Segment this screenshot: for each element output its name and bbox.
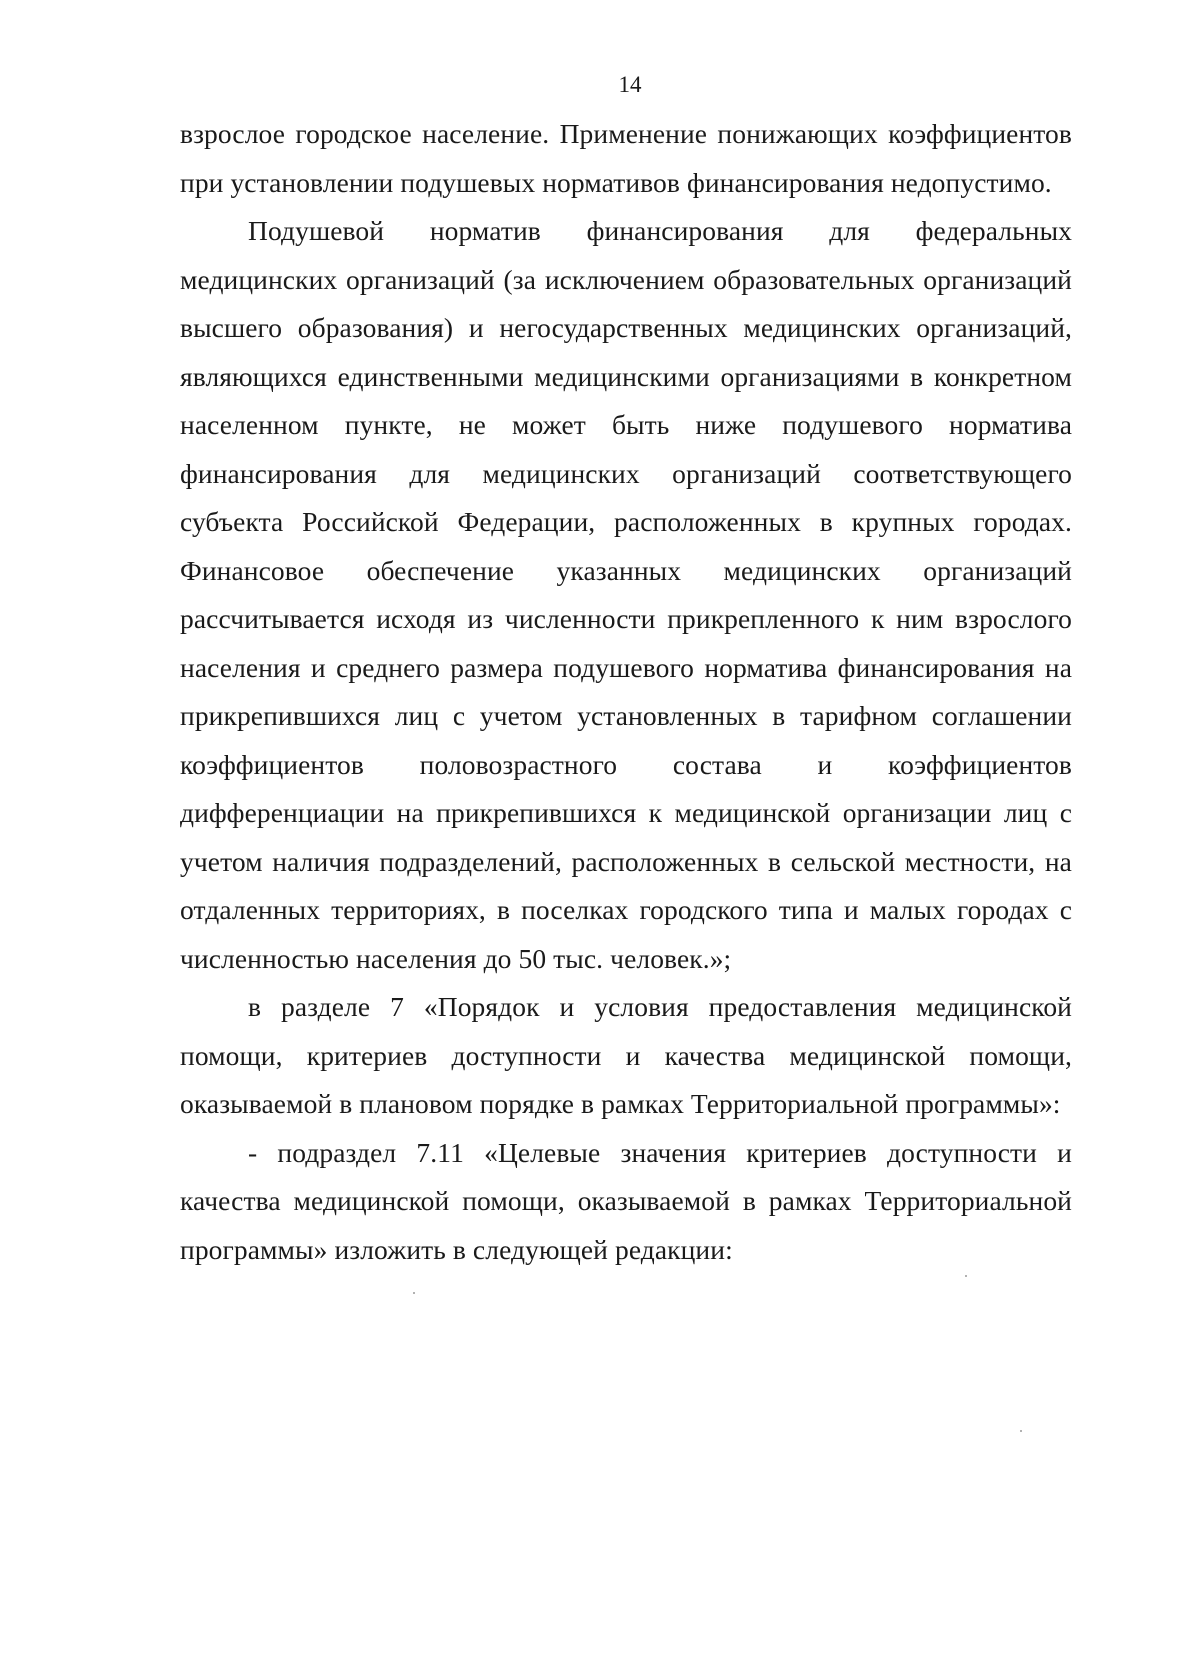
- scan-speck: [965, 1275, 967, 1277]
- paragraph-section-7: в разделе 7 «Порядок и условия предоставления медицинской помощи, критериев доступности и качества медицинской помощи, оказываемой в плановом порядке в рамках Территориальной программы»:: [180, 991, 1072, 1119]
- document-body: [180, 110, 1072, 1274]
- scan-speck: [1020, 1430, 1022, 1432]
- paragraph-subsection-7-11: - подраздел 7.11 «Целевые значения критериев доступности и качества медицинской помощи, оказываемой в рамках Территориальной программы» изложить в следующей редакции:: [180, 1136, 1072, 1265]
- scan-speck: [413, 1292, 415, 1294]
- page-number: 14: [618, 72, 642, 97]
- paragraph-per-capita-standard: Подушевой норматив финансирования для федеральных медицинских организаций (за исключением образовательных организаций высшего образования) и негосударственных медицинских организаций, являющихся единственными медицинскими организациями в конкретном населенном пункте, не может быть ниже подушевого норматива финансирования для медицинских организаций соответствующего субъекта Российской Федерации, расположенных в крупных городах. Финансовое обеспечение указанных медицинских организаций рассчитывается исходя из численности прикрепленного к ним взрослого населения и среднего размера подушевого норматива финансирования на прикрепившихся лиц с учетом установленных в тарифном соглашении коэффициентов половозрастного состава и коэффициентов дифференциации на прикрепившихся к медицинской организации лиц с учетом наличия подразделений, расположенных в сельской местности, на отдаленных территориях, в поселках городского типа и малых городах с численностью населения до 50 тыс. человек.»;: [180, 215, 1072, 974]
- paragraph-continuation: взрослое городское население. Применение понижающих коэффициентов при установлении подушевых нормативов финансирования недопустимо.: [180, 118, 1072, 198]
